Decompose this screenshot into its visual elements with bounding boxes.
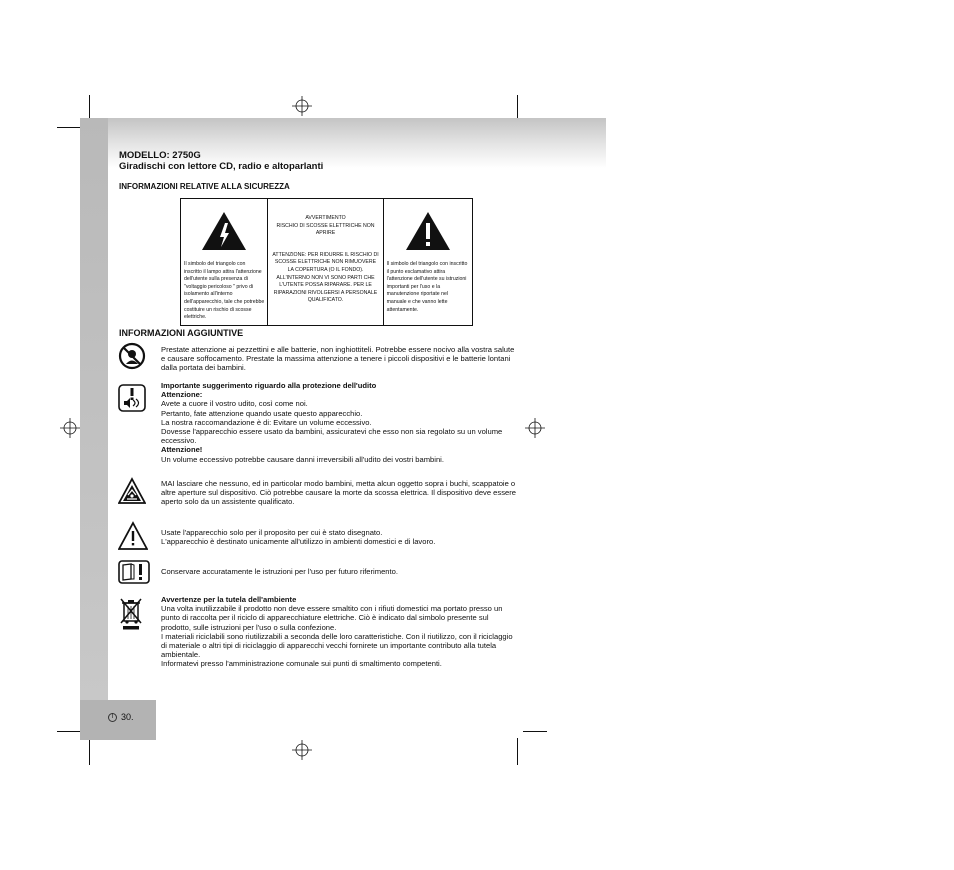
hearing-line-5: Un volume eccessivo potrebbe causare danni irreversibili all'udito dei vostri bambini. bbox=[161, 454, 444, 464]
warning-table bbox=[180, 198, 473, 326]
warning-exclamation-icon bbox=[118, 521, 148, 551]
warning-subtitle: RISCHIO DI SCOSSE ELETTRICHE NON APRIRE bbox=[276, 222, 375, 237]
environment-line-2: I materiali riciclabili sono riutilizzabili a seconda delle loro caratteristiche. Con il riutilizzo, con il riciclaggio di materiale o altri tipi di riciclaggio di apparecchi vecchi fornirete un importante contributo alla tutela ambientale. bbox=[161, 631, 513, 660]
model-header bbox=[119, 150, 323, 172]
crop-mark bbox=[523, 731, 547, 732]
registration-mark bbox=[60, 418, 80, 438]
environment-text-block bbox=[161, 595, 516, 669]
registration-mark bbox=[292, 740, 312, 760]
environment-title: Avvertenze per la tutela dell'ambiente bbox=[161, 595, 297, 604]
manual-book-icon bbox=[118, 560, 150, 584]
side-band bbox=[80, 118, 108, 708]
no-objects-warning-icon bbox=[118, 477, 146, 505]
small-parts-text: Prestate attenzione ai pezzettini e alle batterie, non inghiottiteli. Potrebbe essere nocivo alla vostra salute e causare soffocamento. Prestate la massima attenzione a tenere i piccoli dispositivi e le batterie lontani dalla portata dei bambini. bbox=[161, 345, 515, 373]
intended-use-text bbox=[161, 528, 516, 546]
page-number-block bbox=[108, 712, 134, 722]
no-small-parts-icon bbox=[118, 342, 146, 370]
hearing-title: Importante suggerimento riguardo alla protezione dell'udito bbox=[161, 381, 377, 390]
crop-mark bbox=[57, 127, 81, 128]
product-line: Giradischi con lettore CD, radio e altoparlanti bbox=[119, 161, 324, 172]
intended-use-line-2: L'apparecchio è destinato unicamente all'utilizzo in ambienti domestici e di lavoro. bbox=[161, 537, 436, 547]
openings-text: MAI lasciare che nessuno, ed in particolar modo bambini, metta alcun oggetto sopra i buchi, scappatoie o altre aperture sul dispositivo. Ciò potrebbe causare la morte da scossa elettrica. Il dispositivo deve essere aperto solo da un assistente qualificato. bbox=[161, 479, 516, 507]
hearing-attention-1: Attenzione: bbox=[161, 390, 203, 400]
hearing-line-4: Dovesse l'apparecchio essere usato da bambini, assicuratevi che esso non sia regolato su un volume eccessivo. bbox=[161, 427, 503, 446]
model-line: MODELLO: 2750G bbox=[119, 150, 201, 161]
crop-mark bbox=[517, 738, 518, 765]
keep-manual-text: Conservare accuratamente le istruzioni per l'uso per futuro riferimento. bbox=[161, 567, 398, 576]
warning-cell-text bbox=[268, 199, 383, 325]
environment-line-1: Una volta inutilizzabile il prodotto non deve essere smaltito con i rifiuti domestici ma portato presso un punto di raccolta per il riciclo di apparecchiature elettriche. Ciò è indicato dal simbolo presente sul prodotto, sulle istruzioni per l'uso o sulla confezione. bbox=[161, 604, 503, 632]
crop-mark bbox=[89, 738, 90, 765]
lightning-symbol-text: Il simbolo del triangolo con inscritto il lampo attira l'attenzione dell'utente sulla presenza di "voltaggio pericoloso " privo di isolamento all'interno dell'apparecchio, tale che potrebbe costituire un rischio di scosse elettriche. bbox=[184, 261, 265, 321]
page-number: 30. bbox=[121, 712, 134, 722]
safety-heading: INFORMAZIONI RELATIVE ALLA SICUREZZA bbox=[119, 182, 290, 191]
registration-mark bbox=[525, 418, 545, 438]
intended-use-line-1: Usate l'apparecchio solo per il proposito per cui è stato disegnato. bbox=[161, 528, 383, 537]
hearing-protection-icon bbox=[118, 384, 146, 412]
warning-cell-exclamation bbox=[384, 199, 472, 325]
warning-cell-lightning bbox=[181, 199, 268, 325]
registration-mark bbox=[292, 96, 312, 116]
lightning-triangle-icon bbox=[201, 211, 247, 251]
hearing-line-2: Pertanto, fate attenzione quando usate questo apparecchio. bbox=[161, 408, 363, 418]
exclamation-triangle-icon bbox=[405, 211, 451, 251]
crop-mark bbox=[57, 731, 81, 732]
hearing-line-1: Avete a cuore il vostro udito, così come noi. bbox=[161, 399, 308, 409]
weee-bin-icon bbox=[118, 597, 144, 631]
hearing-attention-2: Attenzione! bbox=[161, 445, 203, 455]
environment-line-3: Informatevi presso l'amministrazione comunale sui punti di smaltimento competenti. bbox=[161, 659, 442, 669]
additional-heading: INFORMAZIONI AGGIUNTIVE bbox=[119, 328, 244, 338]
warning-body: ATTENZIONE: PER RIDURRE IL RISCHIO DI SCOSSE ELETTRICHE NON RIMUOVERE LA COPERTURA (O IL FONDO). ALL'INTERNO NON VI SONO PARTI CHE L'UTENTE POSSA RIPARARE. PER LE RIPARAZIONI RIVOLGERSI A PERSONALE QUALIFICATO. bbox=[272, 251, 379, 304]
language-icon: I bbox=[108, 713, 117, 722]
warning-title: AVVERTIMENTO bbox=[305, 215, 346, 221]
hearing-line-3: La nostra raccomandazione è di: Evitare un volume eccessivo. bbox=[161, 417, 372, 427]
hearing-text-block bbox=[161, 381, 516, 464]
exclamation-symbol-text: Il simbolo del triangolo con inscritto il punto esclamativo attira l'attenzione dell'utente su istruzioni importanti per l'uso e la manutenzione riportate nel manuale e che vanno lette attentamente. bbox=[386, 261, 468, 313]
